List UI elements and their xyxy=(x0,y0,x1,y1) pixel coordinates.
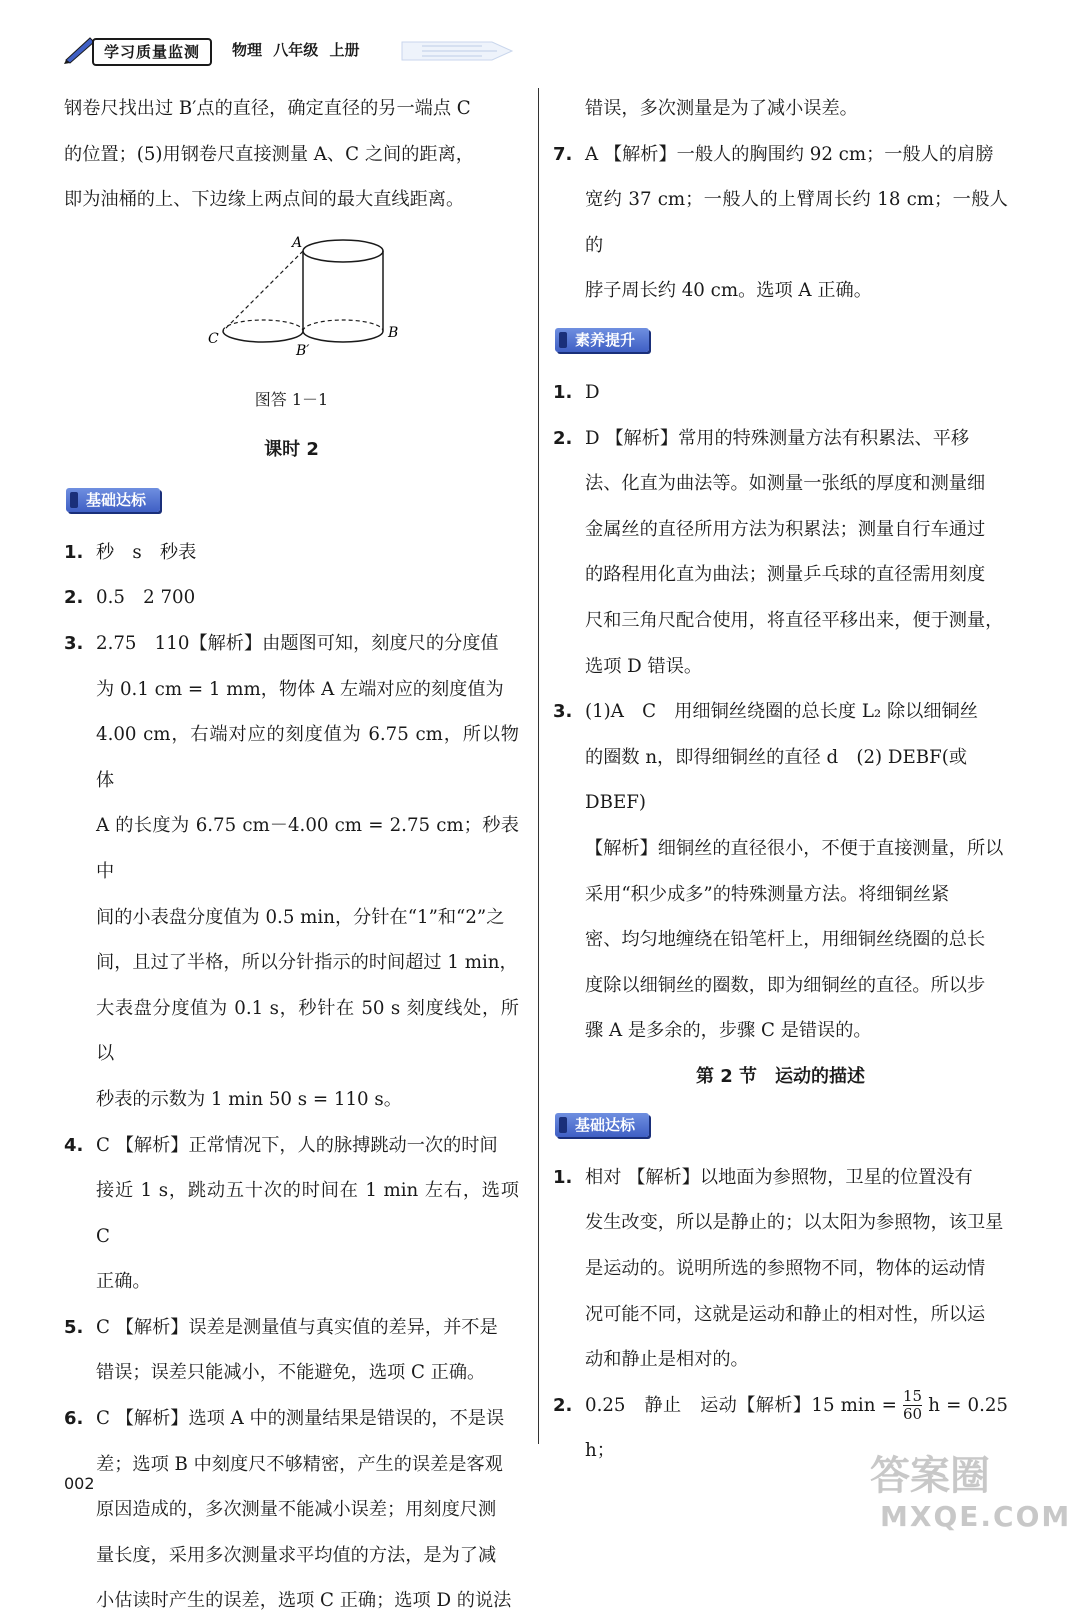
arrow-decoration-icon xyxy=(402,36,522,66)
cylinder-diagram xyxy=(204,223,404,357)
text-line: 4.00 cm，右端对应的刻度值为 6.75 cm，所以物体 xyxy=(96,724,519,791)
text-line: C 【解析】选项 A 中的测量结果是错误的，不是误 xyxy=(96,1408,505,1430)
right-column xyxy=(553,86,1008,1474)
text-line: (1)A C 用细铜丝绕圈的总长度 L₂ 除以细铜丝 xyxy=(585,701,978,723)
list-item xyxy=(553,370,1008,416)
section-badge: 素养提升 xyxy=(555,328,649,352)
fraction xyxy=(903,1388,922,1423)
text-line: C 【解析】误差是测量值与真实值的差异，并不是 xyxy=(96,1316,498,1338)
page-header xyxy=(62,30,482,70)
text-line: 钢卷尺找出过 B′点的直径，确定直径的另一端点 C xyxy=(64,98,471,119)
lesson-title: 课时 2 xyxy=(264,438,319,460)
text-line: 发生改变，所以是静止的；以太阳为参照物，该卫星 xyxy=(585,1212,1004,1234)
subject-label: 物理 八年级 上册 xyxy=(232,41,360,59)
list-item xyxy=(64,1396,519,1624)
text-line: D xyxy=(585,381,600,403)
analysis-block xyxy=(553,826,1008,1054)
text-line: 宽约 37 cm；一般人的上臂周长约 18 cm；一般人的 xyxy=(585,189,1008,256)
text-line: 密、均匀地缠绕在铅笔杆上，用细铜丝绕圈的总长 xyxy=(585,929,986,951)
text-line: 错误；误差只能减小，不能避免，选项 C 正确。 xyxy=(96,1362,486,1384)
item-number: 2. xyxy=(553,427,573,449)
fraction-denominator: 60 xyxy=(903,1405,923,1424)
text-line: 秒表的示数为 1 min 50 s = 110 s。 xyxy=(96,1088,402,1110)
label-a: A xyxy=(292,234,303,251)
text-line: 骤 A 是多余的，步骤 C 是错误的。 xyxy=(585,1020,872,1042)
list-item xyxy=(553,1155,1008,1383)
text-line: 动和静止是相对的。 xyxy=(585,1349,749,1371)
list-item xyxy=(553,689,1008,826)
text-line: 金属丝的直径所用方法为积累法；测量自行车通过 xyxy=(585,518,986,540)
text-line: 度除以细铜丝的圈数，即为细铜丝的直径。所以步 xyxy=(585,974,986,996)
text-line: 法、化直为曲法等。如测量一张纸的厚度和测量细 xyxy=(585,473,986,495)
label-c: C xyxy=(208,330,219,347)
text-segment: 0.25 静止 运动【解析】15 min = xyxy=(585,1394,897,1416)
text-line: 是运动的。说明所选的参照物不同，物体的运动情 xyxy=(585,1258,986,1280)
text-line: 的路程用化直为曲法；测量乒乓球的直径需用刻度 xyxy=(585,564,986,586)
answer-list xyxy=(553,370,1008,826)
item-number: 3. xyxy=(553,701,573,723)
text-line: A 的长度为 6.75 cm－4.00 cm = 2.75 cm；秒表中 xyxy=(96,815,519,882)
section-title: 第 2 节 运动的描述 xyxy=(695,1065,866,1087)
item-number: 5. xyxy=(64,1316,84,1338)
figure-cylinder xyxy=(64,223,519,393)
figure-caption: 图答 1－1 xyxy=(254,389,329,409)
left-column xyxy=(64,86,519,1624)
item-number: 2. xyxy=(553,1394,573,1416)
text-line: 选项 D 错误。 xyxy=(585,655,703,677)
text-line: A 【解析】一般人的胸围约 92 cm；一般人的肩膀 xyxy=(585,143,994,165)
section-badge: 基础达标 xyxy=(66,488,160,512)
text-line: C 【解析】正常情况下，人的脉搏跳动一次的时间 xyxy=(96,1134,498,1156)
item-number: 2. xyxy=(64,587,84,609)
text-line: 况可能不同，这就是运动和静止的相对性，所以运 xyxy=(585,1303,986,1325)
text-line: 错误，多次测量是为了减小误差。 xyxy=(585,98,858,119)
column-divider xyxy=(538,88,539,1444)
watermark-url: MXQE.COM xyxy=(880,1500,1071,1533)
list-item xyxy=(64,621,519,1123)
fraction-numerator: 15 xyxy=(903,1387,923,1406)
text-line: 为 0.1 cm = 1 mm，物体 A 左端对应的刻度值为 xyxy=(96,678,504,700)
text-line: 秒 s 秒表 xyxy=(96,541,197,563)
label-b-prime: B′ xyxy=(296,342,310,359)
item-number: 3. xyxy=(64,632,84,654)
answer-list xyxy=(64,530,519,1624)
section-badge: 基础达标 xyxy=(555,1113,649,1137)
text-line: 接近 1 s，跳动五十次的时间在 1 min 左右，选项 C xyxy=(96,1180,519,1247)
item-number: 1. xyxy=(64,541,84,563)
page-number: 002 xyxy=(64,1474,95,1493)
text-segment: h = 0.25 h； xyxy=(585,1394,1008,1462)
text-line: 0.5 2 700 xyxy=(96,587,196,609)
text-line: 相对 【解析】以地面为参照物，卫星的位置没有 xyxy=(585,1166,973,1188)
text-line: 【解析】细铜丝的直径很小，不便于直接测量，所以 xyxy=(585,837,1004,859)
text-line: 间，且过了半格，所以分针指示的时间超过 1 min， xyxy=(96,952,518,974)
list-item xyxy=(64,575,519,621)
text-line: 量长度，采用多次测量求平均值的方法，是为了减 xyxy=(96,1544,497,1566)
text-line: 正确。 xyxy=(96,1271,151,1293)
text-line: 尺和三角尺配合使用，将直径平移出来，便于测量， xyxy=(585,609,1004,631)
text-line: 间的小表盘分度值为 0.5 min，分针在“1”和“2”之 xyxy=(96,906,505,928)
list-item xyxy=(64,1123,519,1305)
brand-label: 学习质量监测 xyxy=(92,38,212,66)
label-b: B xyxy=(388,324,399,341)
watermark-logo: 答案圈 xyxy=(870,1453,990,1499)
text-line: 小估读时产生的误差，选项 C 正确；选项 D 的说法 xyxy=(96,1590,512,1612)
text-line: 差；选项 B 中刻度尺不够精密，产生的误差是客观 xyxy=(96,1453,503,1475)
text-line: D 【解析】常用的特殊测量方法有积累法、平移 xyxy=(585,427,970,449)
item-number: 4. xyxy=(64,1134,84,1156)
text-line: 大表盘分度值为 0.1 s，秒针在 50 s 刻度线处，所以 xyxy=(96,997,519,1065)
text-line: 即为油桶的上、下边缘上两点间的最大直线距离。 xyxy=(64,189,465,211)
text-line: 采用“积少成多”的特殊测量方法。将细铜丝紧 xyxy=(585,883,950,905)
list-item xyxy=(64,530,519,576)
text-line: 原因造成的，多次测量不能减小误差；用刻度尺测 xyxy=(96,1499,497,1521)
item-number: 1. xyxy=(553,1166,573,1188)
list-item xyxy=(553,416,1008,690)
text-line: 的位置；(5)用钢卷尺直接测量 A、C 之间的距离， xyxy=(64,143,474,165)
answer-list xyxy=(553,1155,1008,1383)
item-number: 6. xyxy=(64,1408,84,1430)
list-item xyxy=(553,132,1008,314)
item-number: 7. xyxy=(553,143,573,165)
text-line: DBEF) xyxy=(585,792,646,814)
text-line: 2.75 110【解析】由题图可知，刻度尺的分度值 xyxy=(96,632,499,654)
list-item xyxy=(64,1305,519,1396)
text-line: 的圈数 n，即得细铜丝的直径 d (2) DEBF(或 xyxy=(585,746,968,768)
text-line: 脖子周长约 40 cm。选项 A 正确。 xyxy=(585,280,872,302)
item-number: 1. xyxy=(553,381,573,403)
